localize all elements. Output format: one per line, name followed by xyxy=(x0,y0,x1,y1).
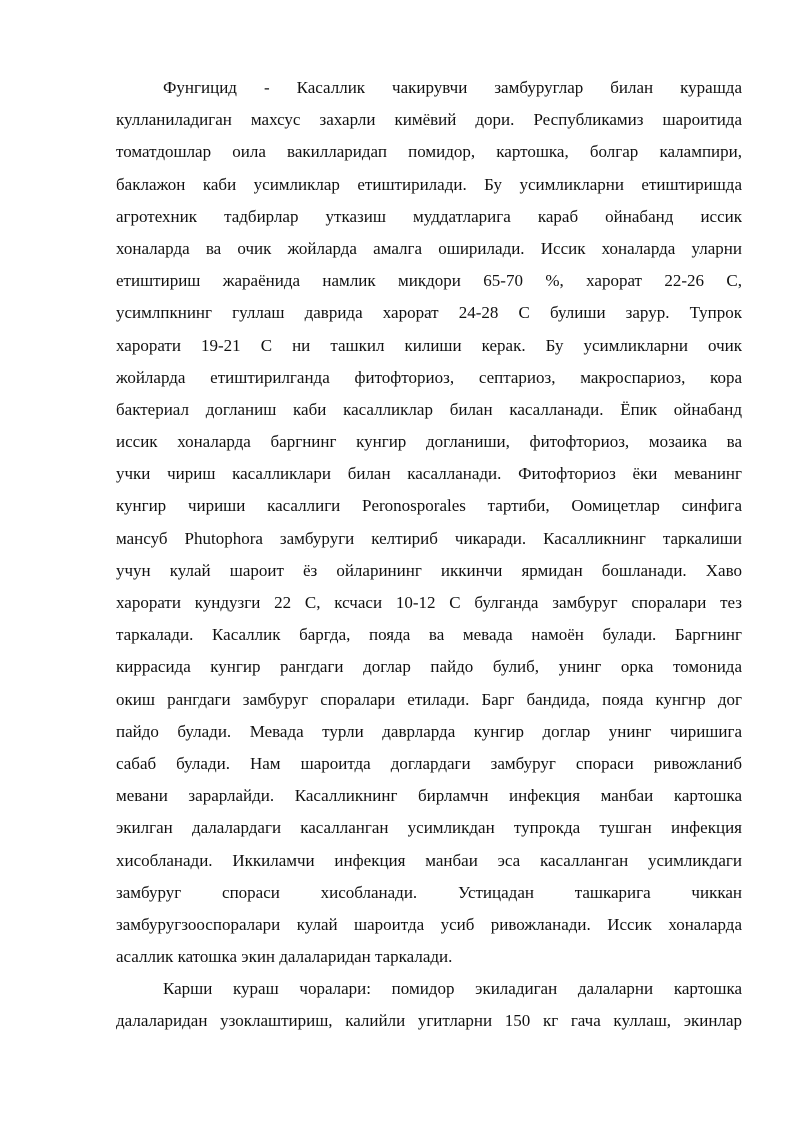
paragraph-1-line-23: мевани зарарлайди. Касалликнинг бирламчн инфекция манбаи картошка xyxy=(116,786,742,806)
paragraph-2-line-2: далаларидан узоклаштириш, калийли угитларни 150 кг гача куллаш, экинлар xyxy=(116,1011,742,1031)
paragraph-1-line-5: агротехник тадбирлар утказиш муддатларига караб ойнабанд иссик xyxy=(116,206,742,226)
paragraph-1-line-1: Фунгицид - Касаллик чакирувчи замбуруглар билан курашда xyxy=(163,78,742,97)
document-body xyxy=(116,72,742,1038)
paragraph-1-line-8: усимлпкнинг гуллаш даврида харорат 24-28 С булиши зарур. Тупрок xyxy=(116,303,742,323)
paragraph-1-line-11: бактериал догланиш каби касалликлар билан касалланади. Ёпик ойнабанд xyxy=(116,399,742,419)
paragraph-1-line-21: пайдо булади. Мевада турли даврларда кунгир доглар унинг чиришига xyxy=(116,721,742,741)
paragraph-1-line-2: кулланиладиган махсус захарли кимёвий дори. Республикамиз шароитида xyxy=(116,110,742,130)
paragraph-1-line-28: асаллик катошка экин далаларидан таркалади. xyxy=(116,947,453,967)
paragraph-1-line-7: етиштириш жараёнида намлик микдори 65-70 %, харорат 22-26 С, xyxy=(116,271,742,291)
paragraph-1-line-13: учки чириш касалликлари билан касалланади. Фитофториоз ёки меванинг xyxy=(116,464,742,484)
paragraph-1-line-20: окиш рангдаги замбуруг споралари етилади. Барг бандида, пояда кунгнр дог xyxy=(116,689,742,709)
paragraph-1-line-25: хисобланади. Иккиламчи инфекция манбаи эса касалланган усимликдаги xyxy=(116,850,742,870)
paragraph-1-line-6: хоналарда ва очик жойларда амалга оширилади. Иссик хоналарда уларни xyxy=(116,238,742,258)
paragraph-1-line-24: экилган далалардаги касалланган усимликдан тупрокда тушган инфекция xyxy=(116,818,742,838)
paragraph-1-line-27: замбуругзооспоралари кулай шароитда усиб ривожланади. Иссик хоналарда xyxy=(116,914,742,934)
paragraph-1-line-4: баклажон каби усимликлар етиштирилади. Бу усимликларни етиштиришда xyxy=(116,174,742,194)
paragraph-1-line-15: мансуб Phutophora замбуруги келтириб чикаради. Касалликнинг таркалиши xyxy=(116,528,742,548)
paragraph-1-line-17: харорати кундузги 22 С, ксчаси 10-12 С булганда замбуруг споралари тез xyxy=(116,593,742,612)
paragraph-2-line-1: Карши кураш чоралари: помидор экиладиган далаларни картошка xyxy=(163,979,742,999)
paragraph-1-line-9: харорати 19-21 С ни ташкил килиши керак. Бу усимликларни очик xyxy=(116,335,742,355)
paragraph-1-line-18: таркалади. Касаллик баргда, пояда ва мевада намоён булади. Баргнинг xyxy=(116,625,742,645)
paragraph-1-line-16: учун кулай шароит ёз ойларининг иккинчи ярмидан бошланади. Хаво xyxy=(116,560,742,580)
paragraph-1-line-12: иссик хоналарда баргнинг кунгир догланиши, фитофториоз, мозаика ва xyxy=(116,432,742,452)
paragraph-1-line-19: киррасида кунгир рангдаги доглар пайдо булиб, унинг орка томонида xyxy=(116,657,742,677)
paragraph-1-line-3: томатдошлар оила вакилларидап помидор, картошка, болгар калампири, xyxy=(116,142,742,162)
paragraph-1-line-26: замбуруг спораси хисобланади. Устицадан ташкарига чиккан xyxy=(116,882,742,902)
paragraph-1-line-14: кунгир чириши касаллиги Peronosporales тартиби, Оомицетлар синфига xyxy=(116,496,742,516)
paragraph-1-line-10: жойларда етиштирилганда фитофториоз, септариоз, макроспариоз, кора xyxy=(116,367,742,387)
paragraph-1-line-22: сабаб булади. Нам шароитда доглардаги замбуруг спораси ривожланиб xyxy=(116,753,742,773)
